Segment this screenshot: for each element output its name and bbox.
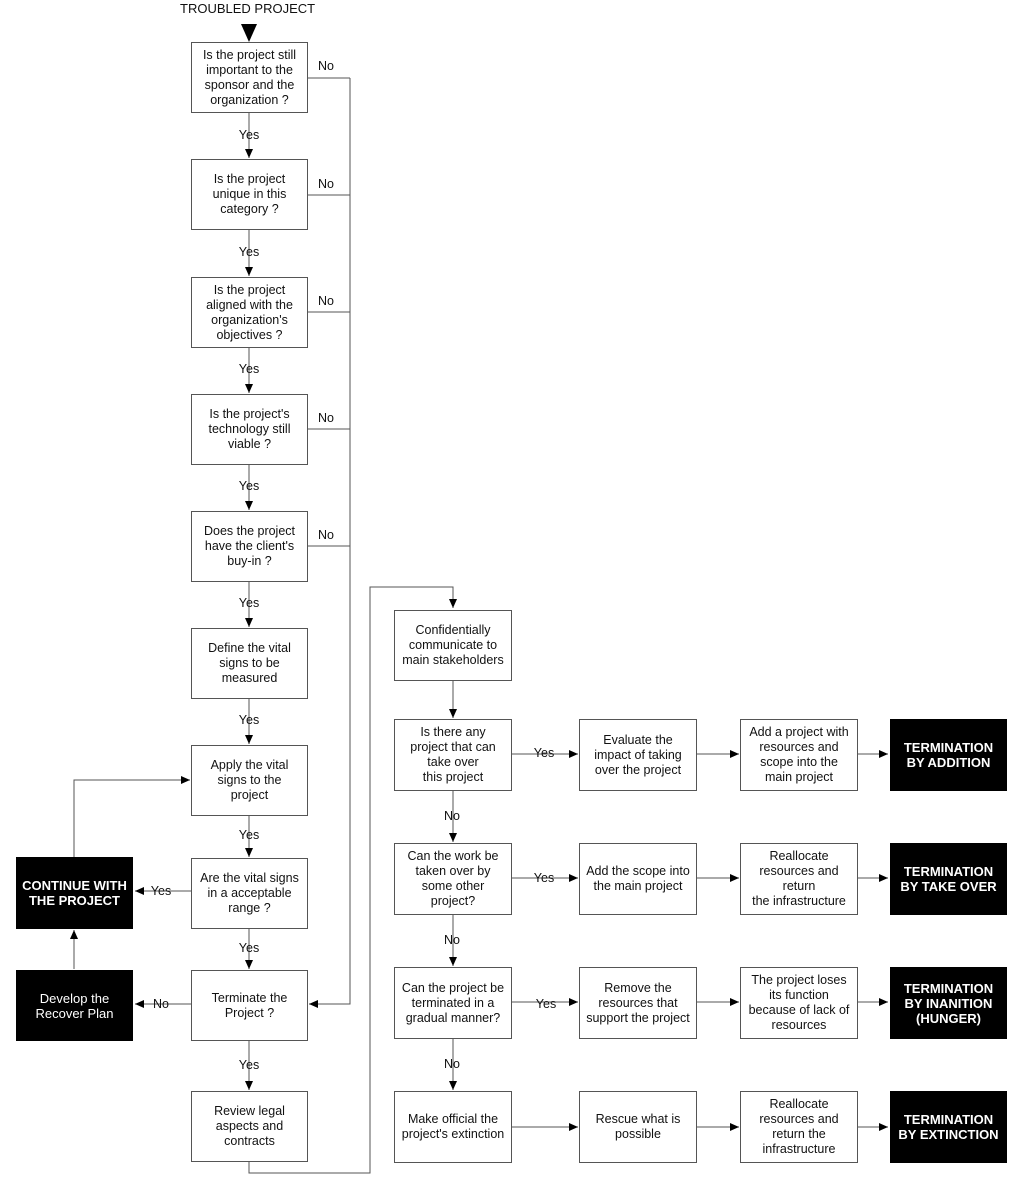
label-no: No — [153, 997, 169, 1011]
label-yes: Yes — [238, 245, 260, 259]
node-continue: CONTINUE WITH THE PROJECT — [16, 857, 133, 929]
node-gradual-question: Can the project be terminated in a gradual manner? — [394, 967, 512, 1039]
label-no: No — [318, 411, 334, 425]
label-yes: Yes — [238, 596, 260, 610]
node-q3: Is the project aligned with the organization's objectives ? — [191, 277, 308, 348]
node-terminate: Terminate the Project ? — [191, 970, 308, 1041]
node-recover: Develop the Recover Plan — [16, 970, 133, 1041]
label-no: No — [444, 933, 460, 947]
label-no: No — [444, 1057, 460, 1071]
node-termination-extinction: TERMINATION BY EXTINCTION — [890, 1091, 1007, 1163]
label-yes: Yes — [150, 884, 172, 898]
edge-continue-apply — [74, 780, 190, 857]
node-termination-takeover: TERMINATION BY TAKE OVER — [890, 843, 1007, 915]
start-triangle — [241, 24, 257, 42]
node-reallocate-2: Reallocate resources and return the infrastructure — [740, 1091, 858, 1163]
label-yes: Yes — [533, 746, 555, 760]
label-no: No — [444, 809, 460, 823]
label-no: No — [318, 177, 334, 191]
node-evaluate: Evaluate the impact of taking over the project — [579, 719, 697, 791]
node-loses: The project loses its function because of lack of resources — [740, 967, 858, 1039]
label-yes: Yes — [238, 713, 260, 727]
label-no: No — [318, 59, 334, 73]
node-termination-addition: TERMINATION BY ADDITION — [890, 719, 1007, 791]
node-add-scope: Add the scope into the main project — [579, 843, 697, 915]
node-official: Make official the project's extinction — [394, 1091, 512, 1163]
node-termination-inanition: TERMINATION BY INANITION (HUNGER) — [890, 967, 1007, 1039]
label-no: No — [318, 528, 334, 542]
label-yes: Yes — [238, 1058, 260, 1072]
node-apply: Apply the vital signs to the project — [191, 745, 308, 816]
label-yes: Yes — [238, 828, 260, 842]
node-work-question: Can the work be taken over by some other project? — [394, 843, 512, 915]
node-takeover-question: Is there any project that can take over this project — [394, 719, 512, 791]
label-no: No — [318, 294, 334, 308]
node-review: Review legal aspects and contracts — [191, 1091, 308, 1162]
label-yes: Yes — [238, 479, 260, 493]
node-range: Are the vital signs in a acceptable range ? — [191, 858, 308, 929]
diagram-title: TROUBLED PROJECT — [180, 1, 316, 16]
label-yes: Yes — [533, 871, 555, 885]
node-add-project: Add a project with resources and scope into the main project — [740, 719, 858, 791]
node-q5: Does the project have the client's buy-in ? — [191, 511, 308, 582]
node-rescue: Rescue what is possible — [579, 1091, 697, 1163]
node-q1: Is the project still important to the sponsor and the organization ? — [191, 42, 308, 113]
node-q4: Is the project's technology still viable ? — [191, 394, 308, 465]
node-q2: Is the project unique in this category ? — [191, 159, 308, 230]
label-yes: Yes — [238, 941, 260, 955]
node-communicate: Confidentially communicate to main stakeholders — [394, 610, 512, 681]
node-reallocate-1: Reallocate resources and return the infrastructure — [740, 843, 858, 915]
node-define: Define the vital signs to be measured — [191, 628, 308, 699]
label-yes: Yes — [238, 362, 260, 376]
node-remove: Remove the resources that support the project — [579, 967, 697, 1039]
label-yes: Yes — [238, 128, 260, 142]
label-yes: Yes — [535, 997, 557, 1011]
